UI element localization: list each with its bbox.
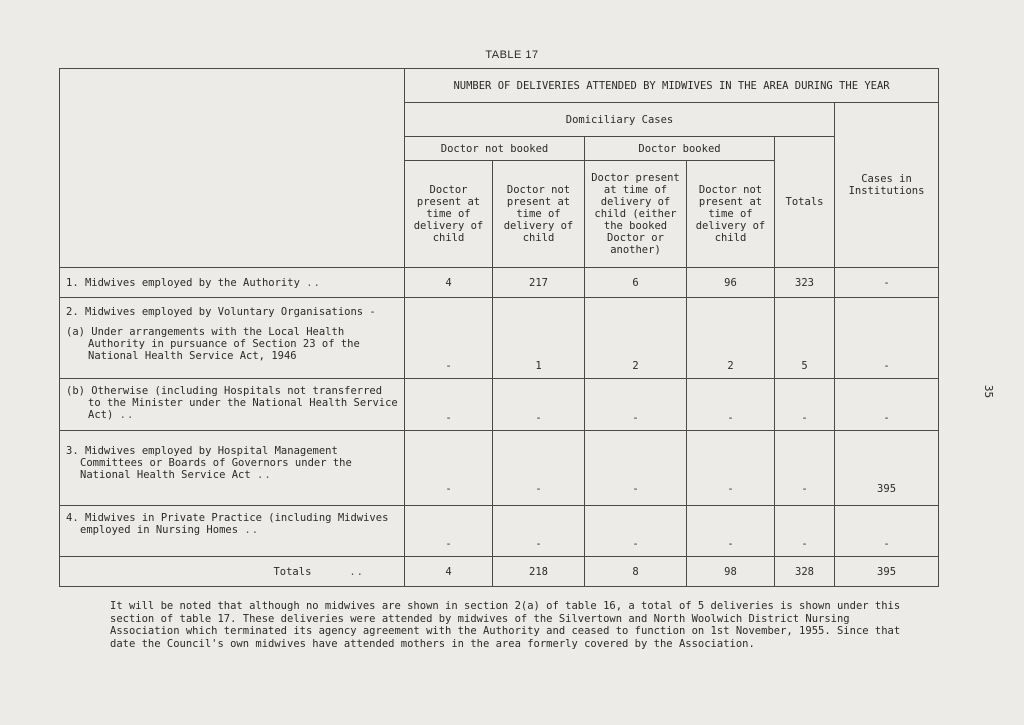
cell: -	[775, 506, 835, 557]
header-booked: Doctor booked	[585, 137, 775, 161]
total-cell: 395	[835, 557, 939, 587]
cell: -	[493, 506, 585, 557]
cell: 395	[835, 431, 939, 506]
total-cell: 4	[405, 557, 493, 587]
cell: 96	[687, 268, 775, 298]
cell: -	[835, 506, 939, 557]
cell: -	[405, 379, 493, 431]
table-row	[60, 268, 939, 298]
cell: -	[687, 431, 775, 506]
cell: 2	[687, 298, 775, 379]
footnote-paragraph: It will be noted that although no midwives are shown in section 2(a) of table 16, a total of 5 deliveries is shown under this section of table 17. These deliveries were attended by midwives of the Silvertown and North Woolwich District Nursing Association which terminated its agency agreement with the Authority and ceased to function on 1st November, 1955. Since that date the Council's own midwives have attended mothers in the area formerly covered by the Association.	[110, 600, 901, 650]
cell: 6	[585, 268, 687, 298]
cell: -	[835, 298, 939, 379]
header-totals: Totals	[775, 137, 835, 268]
cell: -	[405, 431, 493, 506]
cell: -	[405, 506, 493, 557]
page-number: 35	[982, 384, 996, 399]
totals-label: Totals ..	[60, 557, 405, 587]
cell: 323	[775, 268, 835, 298]
cell: -	[775, 431, 835, 506]
row-label: 1. Midwives employed by the Authority ..	[60, 268, 405, 298]
cell: -	[493, 431, 585, 506]
header-institutions: Cases in Institutions	[835, 103, 939, 268]
cell: -	[835, 379, 939, 431]
table-row	[60, 506, 939, 557]
row-label: (b) Otherwise (including Hospitals not transferred to the Minister under the National Health Service Act) ..	[60, 379, 405, 431]
cell: 4	[405, 268, 493, 298]
cell: -	[493, 379, 585, 431]
cell: -	[585, 506, 687, 557]
table-row	[60, 379, 939, 431]
header-nb-present: Doctor present at time of delivery of child	[405, 161, 493, 268]
header-not-booked: Doctor not booked	[405, 137, 585, 161]
header-b-not-present: Doctor not present at time of delivery of child	[687, 161, 775, 268]
table-row	[60, 431, 939, 506]
cell: 5	[775, 298, 835, 379]
header-domiciliary: Domiciliary Cases	[405, 103, 835, 137]
table-title: TABLE 17	[485, 49, 539, 61]
cell: 2	[585, 298, 687, 379]
row-label: 2. Midwives employed by Voluntary Organisations - (a) Under arrangements with the Local Health Authority in pursuance of Section 23 of the National Health Service Act, 1946	[60, 298, 405, 379]
corner-cell	[60, 69, 405, 268]
header-b-present: Doctor present at time of delivery of child (either the booked Doctor or another)	[585, 161, 687, 268]
cell: -	[687, 506, 775, 557]
totals-row	[60, 557, 939, 587]
row-label: 4. Midwives in Private Practice (including Midwives employed in Nursing Homes ..	[60, 506, 405, 557]
cell: -	[585, 379, 687, 431]
total-cell: 218	[493, 557, 585, 587]
cell: -	[775, 379, 835, 431]
header-nb-not-present: Doctor not present at time of delivery of child	[493, 161, 585, 268]
cell: -	[835, 268, 939, 298]
row-sub-label: (a) Under arrangements with the Local Health Authority in pursuance of Section 23 of the National Health Service Act, 1946	[66, 326, 360, 362]
deliveries-table	[59, 68, 939, 587]
row-label: 3. Midwives employed by Hospital Management Committees or Boards of Governors under the National Health Service Act ..	[60, 431, 405, 506]
total-cell: 98	[687, 557, 775, 587]
cell: -	[405, 298, 493, 379]
cell: -	[585, 431, 687, 506]
header-main: NUMBER OF DELIVERIES ATTENDED BY MIDWIVES IN THE AREA DURING THE YEAR	[405, 69, 939, 103]
cell: 217	[493, 268, 585, 298]
total-cell: 328	[775, 557, 835, 587]
table-row	[60, 298, 939, 379]
total-cell: 8	[585, 557, 687, 587]
cell: -	[687, 379, 775, 431]
cell: 1	[493, 298, 585, 379]
